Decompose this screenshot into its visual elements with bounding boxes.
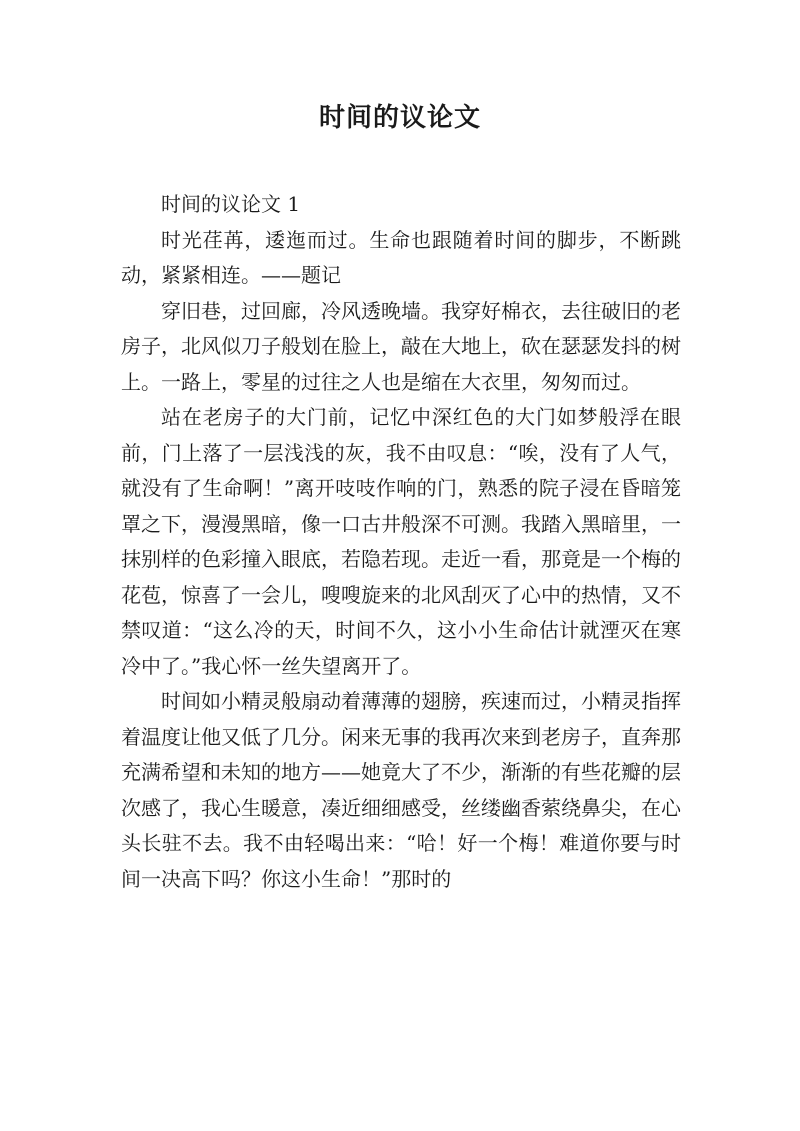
document-body [121, 187, 681, 897]
paragraph: 穿旧巷，过回廊，冷风透晚墙。我穿好棉衣，去往破旧的老房子，北风似刀子般划在脸上，敲在大地上，砍在瑟瑟发抖的树上。一路上，零星的过往之人也是缩在大衣里，匆匆而过。 [121, 298, 681, 394]
document-title: 时间的议论文 [318, 103, 481, 133]
paragraph: 时间如小精灵般扇动着薄薄的翅膀，疾速而过，小精灵指挥着温度让他又低了几分。闲来无事的我再次来到老房子，直奔那充满希望和未知的地方——她竟大了不少，渐渐的有些花瓣的层次感了，我心生暖意，凑近细细感受，丝缕幽香萦绕鼻尖，在心头长驻不去。我不由轻喝出来：“哈！好一个梅！难道你要与时间一决高下吗？你这小生命！”那时的 [121, 689, 681, 891]
paragraph-heading: 时间的议论文 1 [161, 192, 301, 216]
paragraph: 站在老房子的大门前，记忆中深红色的大门如梦般浮在眼前，门上落了一层浅浅的灰，我不由叹息：“唉，没有了人气，就没有了生命啊！”离开吱吱作响的门，熟悉的院子浸在昏暗笼罩之下，漫漫黑暗，像一口古井般深不可测。我踏入黑暗里，一抹别样的色彩撞入眼底，若隐若现。走近一看，那竟是一个梅的花苞，惊喜了一会儿，嗖嗖旋来的北风刮灭了心中的热情，又不禁叹道：“这么冷的天，时间不久，这小小生命估计就湮灭在寒冷中了。”我心怀一丝失望离开了。 [121, 405, 681, 678]
paragraph: 时光荏苒，逶迤而过。生命也跟随着时间的脚步，不断跳动，紧紧相连。——题记 [121, 227, 681, 287]
